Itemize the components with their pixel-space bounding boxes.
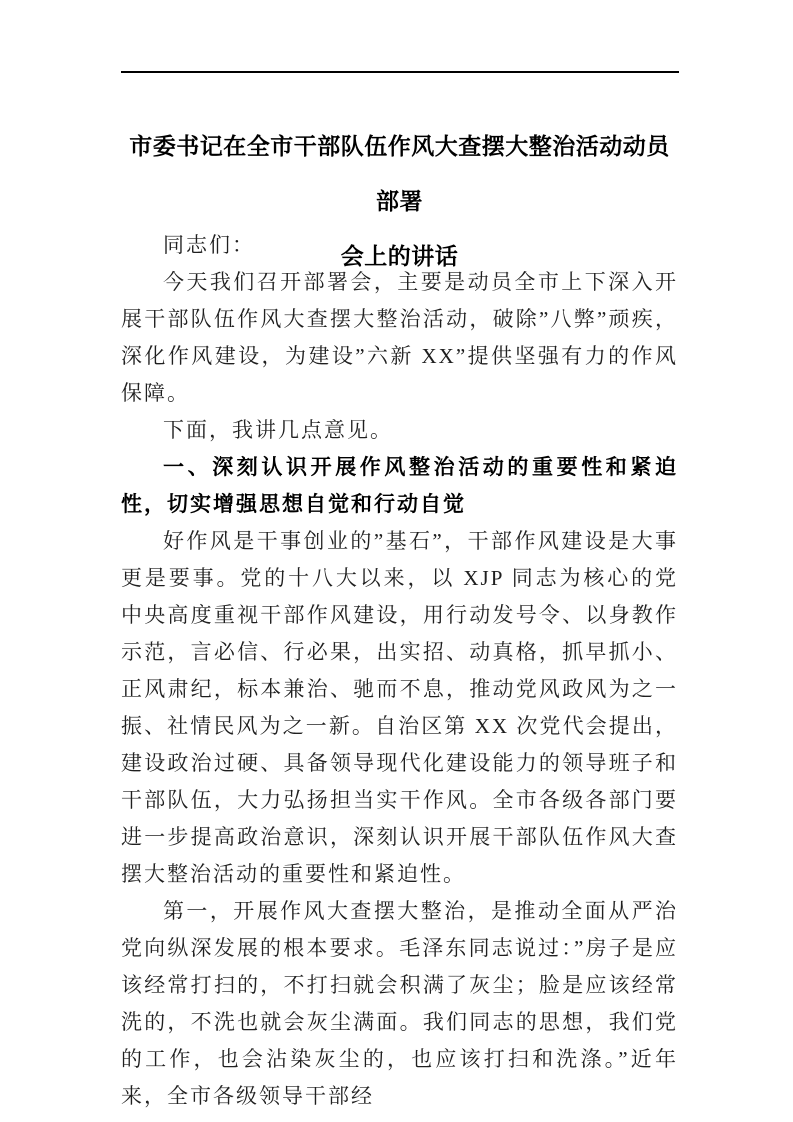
paragraph: 今天我们召开部署会，主要是动员全市上下深入开展干部队伍作风大查摆大整治活动，破除”八弊”顽疾，深化作风建设，为建设”六新 XX”提供坚强有力的作风保障。 — [121, 270, 678, 405]
paragraph: 第一，开展作风大查摆大整治，是推动全面从严治党向纵深发展的根本要求。毛泽东同志说过：”房子是应该经常打扫的，不打扫就会积满了灰尘；脸是应该经常洗的，不洗也就会灰尘满面。我们同志的思想，我们党的工作，也会沾染灰尘的，也应该打扫和洗涤。”近年来，全市各级领导干部经 — [121, 899, 678, 1108]
paragraph: 下面，我讲几点意见。 — [163, 418, 393, 442]
document-body — [121, 227, 678, 1115]
paragraph: 同志们： — [163, 233, 255, 257]
document-title-line-2: 会上的讲话 — [340, 243, 459, 269]
header-divider-line — [121, 71, 679, 73]
document-title-line-1: 市委书记在全市干部队伍作风大查摆大整治活动动员部署 — [129, 133, 670, 214]
paragraph: 好作风是干事创业的”基石”，干部作风建设是大事更是要事。党的十八大以来，以 XJP 同志为核心的党中央高度重视干部作风建设，用行动发号令、以身教作示范，言必信、行必果，出实招、动真格，抓早抓小、正风肃纪，标本兼治、驰而不息，推动党风政风为之一振、社情民风为之一新。自治区第 XX 次党代会提出，建设政治过硬、具备领导现代化建设能力的领导班子和干部队伍，大力弘扬担当实干作风。全市各级各部门要进一步提高政治意识，深刻认识开展干部队伍作风大查摆大整治活动的重要性和紧迫性。 — [121, 529, 678, 886]
section-heading: 一、深刻认识开展作风整治活动的重要性和紧迫性，切实增强思想自觉和行动自觉 — [121, 456, 678, 516]
